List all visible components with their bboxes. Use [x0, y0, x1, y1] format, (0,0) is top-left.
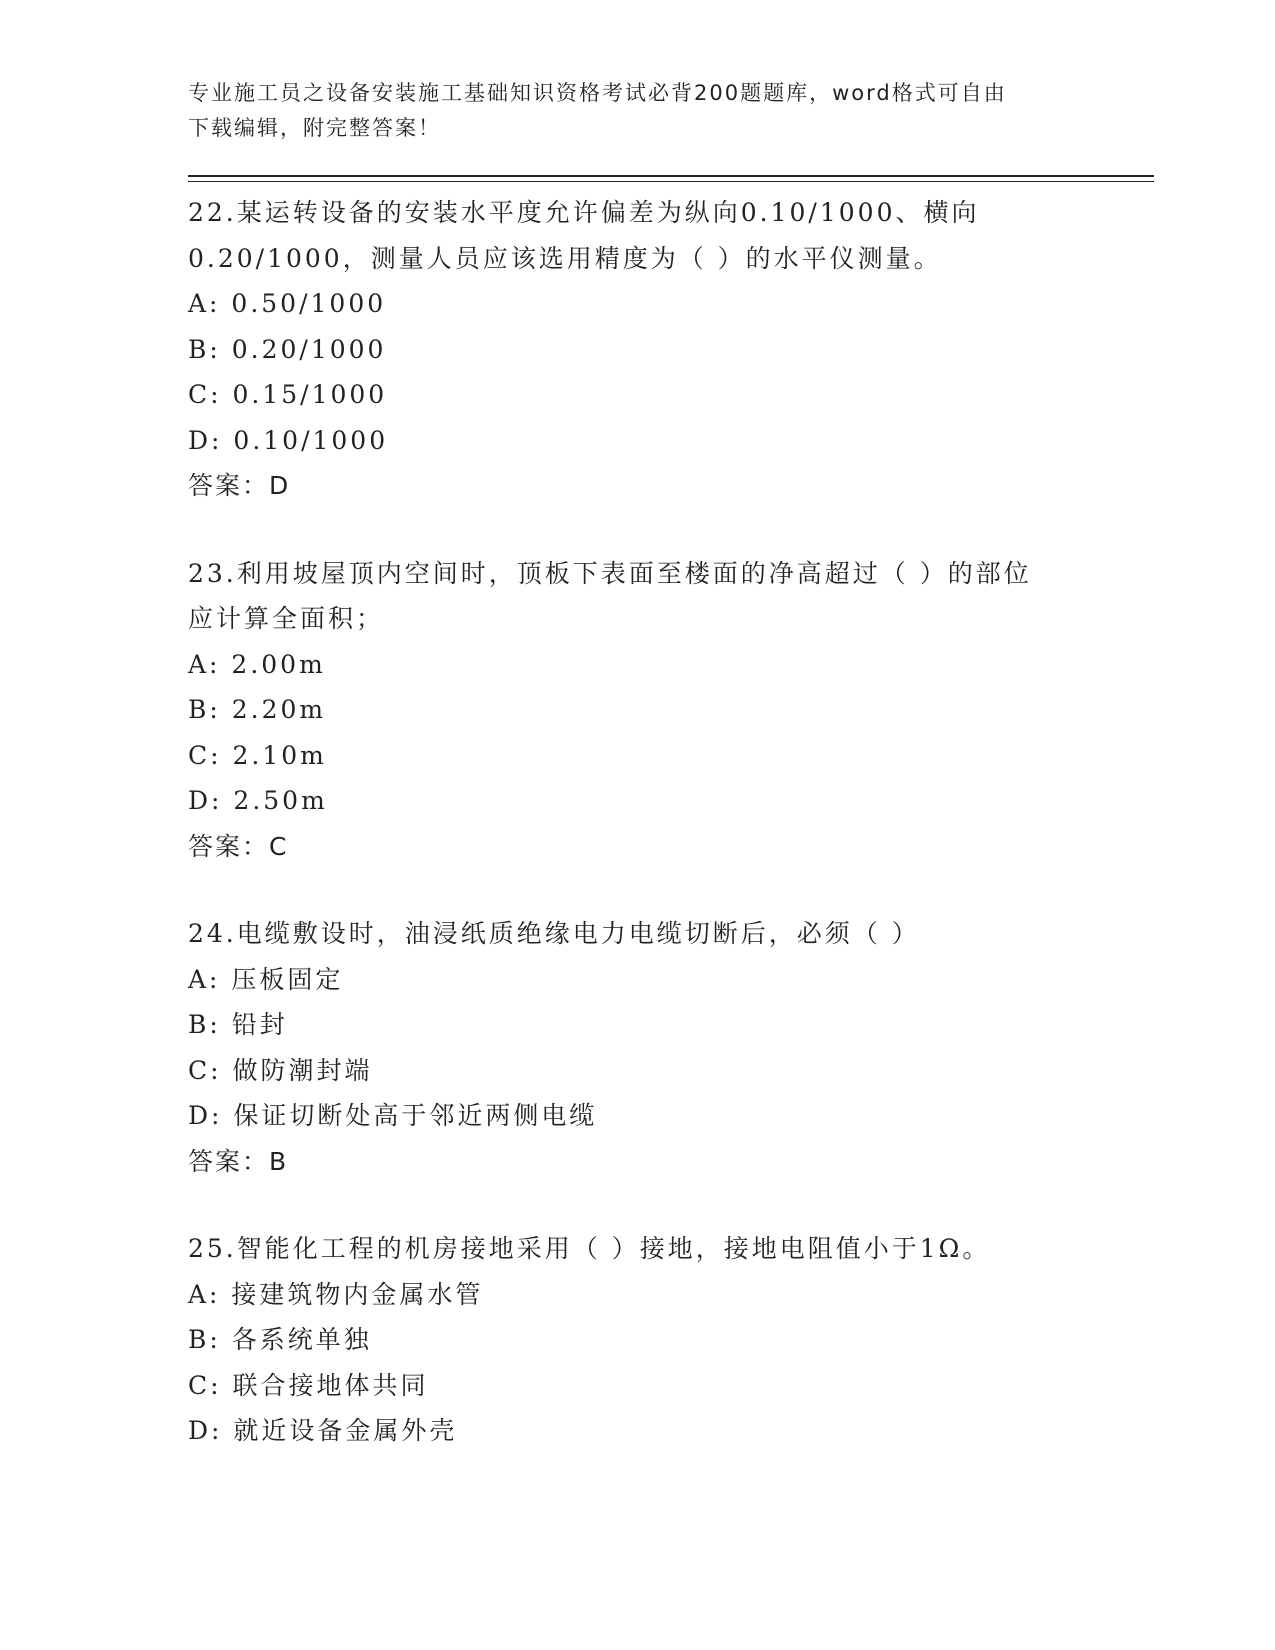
option-a: A: 2.00m: [188, 649, 326, 679]
option-a: A: 0.50/1000: [188, 289, 387, 318]
option-c: C: 做防潮封端: [188, 1055, 373, 1085]
question-stem-line: 22.某运转设备的安装水平度允许偏差为纵向0.10/1000、横向: [188, 198, 980, 227]
question-stem-line: 23.利用坡屋顶内空间时，顶板下表面至楼面的净高超过（ ）的部位: [188, 558, 1032, 588]
option-d: D: 保证切断处高于邻近两侧电缆: [188, 1101, 598, 1130]
question-stem-line: 0.20/1000，测量人员应该选用精度为（ ）的水平仪测量。: [188, 243, 942, 273]
question-25: [188, 1226, 1148, 1454]
option-c: C: 2.10m: [188, 740, 327, 770]
option-b: B: 0.20/1000: [188, 334, 387, 364]
answer-line: 答案：B: [188, 1146, 289, 1176]
question-stem-line: 24.电缆敷设时，油浸纸质绝缘电力电缆切断后，必须（ ）: [188, 919, 920, 948]
option-b: B: 铅封: [188, 1010, 288, 1039]
question-23: [188, 551, 1148, 870]
document-header: [188, 76, 1088, 146]
option-c: C: 0.15/1000: [188, 380, 388, 409]
answer-line: 答案：D: [188, 471, 291, 500]
question-24: [188, 911, 1148, 1184]
option-b: B: 各系统单独: [188, 1325, 372, 1354]
header-divider-thin: [188, 181, 1154, 182]
option-a: A: 压板固定: [188, 964, 344, 994]
question-22: [188, 190, 1148, 509]
option-a: A: 接建筑物内金属水管: [188, 1279, 484, 1309]
option-d: D: 0.10/1000: [188, 425, 389, 455]
header-divider-thick: [188, 175, 1154, 177]
header-line-1: 专业施工员之设备安装施工基础知识资格考试必背200题题库，word格式可自由: [188, 81, 1007, 105]
question-stem-line: 25.智能化工程的机房接地采用（ ）接地，接地电阻值小于1Ω。: [188, 1234, 991, 1263]
question-stem-line: 应计算全面积；: [188, 604, 385, 633]
option-c: C: 联合接地体共同: [188, 1370, 429, 1400]
question-list: [188, 190, 1148, 1496]
option-d: D: 就近设备金属外壳: [188, 1416, 458, 1445]
option-b: B: 2.20m: [188, 695, 327, 724]
header-line-2: 下载编辑，附完整答案！: [188, 116, 441, 140]
answer-line: 答案：C: [188, 831, 289, 861]
option-d: D: 2.50m: [188, 786, 328, 815]
